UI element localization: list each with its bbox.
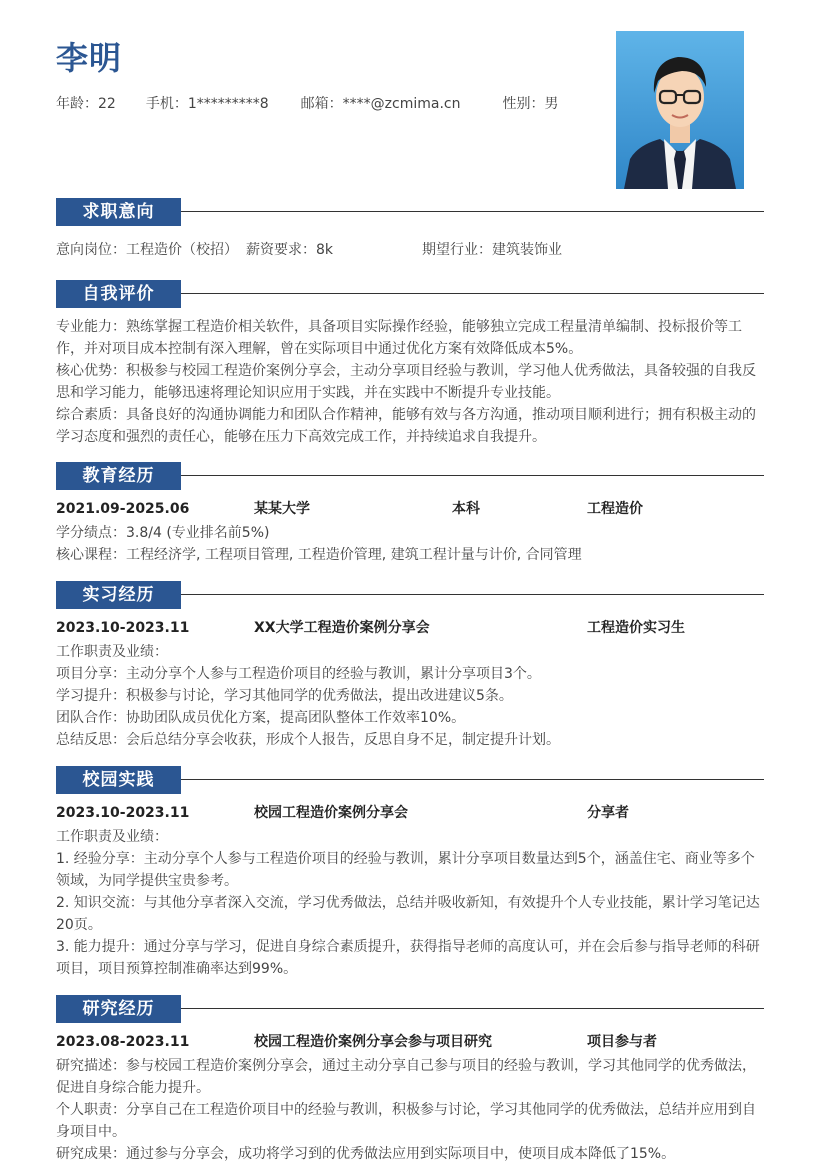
section-divider bbox=[181, 779, 764, 780]
internship-details bbox=[56, 641, 764, 751]
avatar-icon bbox=[616, 31, 744, 189]
section-title: 研究经历 bbox=[56, 995, 181, 1023]
section-title: 自我评价 bbox=[56, 280, 181, 308]
campus-line: 1. 经验分享：主动分享个人参与工程造价项目的经验与教训，累计分享项目数量达到5个，涵盖住宅、商业等多个领域，为同学提供宝贵参考。 bbox=[56, 851, 755, 889]
section-divider bbox=[181, 594, 764, 595]
campus-line: 2. 知识交流：与其他分享者深入交流，学习优秀做法，总结并吸收新知，有效提升个人专业技能，累计学习笔记达20页。 bbox=[56, 895, 760, 933]
internship-line: 工作职责及业绩： bbox=[56, 644, 168, 660]
intent-position: 意向岗位：工程造价（校招） bbox=[56, 242, 238, 258]
internship-entry bbox=[56, 617, 764, 639]
section-divider bbox=[181, 475, 764, 476]
section-intent-header bbox=[56, 198, 764, 226]
internship-line: 团队合作：协助团队成员优化方案，提高团队整体工作效率10%。 bbox=[56, 710, 466, 726]
campus-details bbox=[56, 826, 764, 980]
intent-industry: 期望行业：建筑装饰业 bbox=[422, 242, 562, 258]
section-title: 求职意向 bbox=[56, 198, 181, 226]
entry-role: 分享者 bbox=[587, 805, 629, 821]
section-research-header bbox=[56, 995, 764, 1023]
entry-date: 2023.10-2023.11 bbox=[56, 805, 190, 821]
section-campus-header bbox=[56, 766, 764, 794]
internship-line: 项目分享：主动分享个人参与工程造价项目的经验与教训，累计分享项目3个。 bbox=[56, 666, 541, 682]
gender-text: 性别：男 bbox=[502, 96, 559, 112]
basic-info bbox=[56, 94, 588, 114]
entry-role: 项目参与者 bbox=[587, 1034, 657, 1050]
internship-line: 学习提升：积极参与讨论，学习其他同学的优秀做法，提出改进建议5条。 bbox=[56, 688, 513, 704]
entry-role: 工程造价实习生 bbox=[587, 620, 685, 636]
education-line: 学分绩点：3.8/4 (专业排名前5%) bbox=[56, 525, 270, 541]
section-divider bbox=[181, 293, 764, 294]
education-line: 核心课程：工程经济学, 工程项目管理, 工程造价管理, 建筑工程计量与计价, 合同管理 bbox=[56, 547, 582, 563]
section-self-eval-header bbox=[56, 280, 764, 308]
section-divider bbox=[181, 211, 764, 212]
research-entry bbox=[56, 1031, 764, 1053]
section-title: 实习经历 bbox=[56, 581, 181, 609]
section-title: 校园实践 bbox=[56, 766, 181, 794]
entry-degree: 本科 bbox=[452, 501, 480, 517]
candidate-name: 李明 bbox=[56, 39, 123, 77]
self-eval-line: 核心优势：积极参与校园工程造价案例分享会，主动分享项目经验与教训，学习他人优秀做法，具备较强的自我反思和学习能力，能够迅速将理论知识应用于实践，并在实践中不断提升专业技能。 bbox=[56, 363, 756, 401]
section-internship-header bbox=[56, 581, 764, 609]
education-details bbox=[56, 522, 764, 566]
entry-major: 工程造价 bbox=[587, 501, 643, 517]
section-education-header bbox=[56, 462, 764, 490]
entry-date: 2023.08-2023.11 bbox=[56, 1034, 190, 1050]
section-divider bbox=[181, 1008, 764, 1009]
section-title: 教育经历 bbox=[56, 462, 181, 490]
campus-line: 3. 能力提升：通过分享与学习，促进自身综合素质提升，获得指导老师的高度认可，并在会后参与指导老师的科研项目，项目预算控制准确率达到99%。 bbox=[56, 939, 760, 977]
research-line: 个人职责：分享自己在工程造价项目中的经验与教训，积极参与讨论，学习其他同学的优秀做法，总结并应用到自身项目中。 bbox=[56, 1102, 756, 1140]
entry-date: 2021.09-2025.06 bbox=[56, 501, 190, 517]
entry-org: 校园工程造价案例分享会 bbox=[254, 805, 408, 821]
email-text: 邮箱：****@zcmima.cn bbox=[300, 96, 461, 112]
research-line: 研究描述：参与校园工程造价案例分享会，通过主动分享自己参与项目的经验与教训，学习其他同学的优秀做法，促进自身综合能力提升。 bbox=[56, 1058, 756, 1096]
age-text: 年龄：22 bbox=[56, 96, 116, 112]
internship-line: 总结反思：会后总结分享会收获，形成个人报告，反思自身不足，制定提升计划。 bbox=[56, 732, 560, 748]
profile-photo bbox=[616, 31, 744, 189]
entry-org: XX大学工程造价案例分享会 bbox=[254, 620, 430, 636]
entry-org: 校园工程造价案例分享会参与项目研究 bbox=[254, 1034, 492, 1050]
self-eval-line: 综合素质：具备良好的沟通协调能力和团队合作精神，能够有效与各方沟通，推动项目顺利进行；拥有积极主动的学习态度和强烈的责任心，能够在压力下高效完成工作，并持续追求自我提升。 bbox=[56, 407, 756, 445]
intent-row bbox=[56, 239, 764, 261]
phone-text: 手机：1*********8 bbox=[145, 96, 269, 112]
entry-date: 2023.10-2023.11 bbox=[56, 620, 190, 636]
intent-salary: 薪资要求：8k bbox=[246, 242, 334, 258]
campus-line: 工作职责及业绩： bbox=[56, 829, 168, 845]
research-details bbox=[56, 1055, 764, 1165]
entry-school: 某某大学 bbox=[254, 501, 310, 517]
campus-entry bbox=[56, 802, 764, 824]
research-line: 研究成果：通过参与分享会，成功将学习到的优秀做法应用到实际项目中，使项目成本降低了15%。 bbox=[56, 1146, 676, 1162]
self-eval-text bbox=[56, 316, 764, 448]
self-eval-line: 专业能力：熟练掌握工程造价相关软件，具备项目实际操作经验，能够独立完成工程量清单编制、投标报价等工作，并对项目成本控制有深入理解，曾在实际项目中通过优化方案有效降低成本5%。 bbox=[56, 319, 742, 357]
education-entry bbox=[56, 498, 764, 520]
